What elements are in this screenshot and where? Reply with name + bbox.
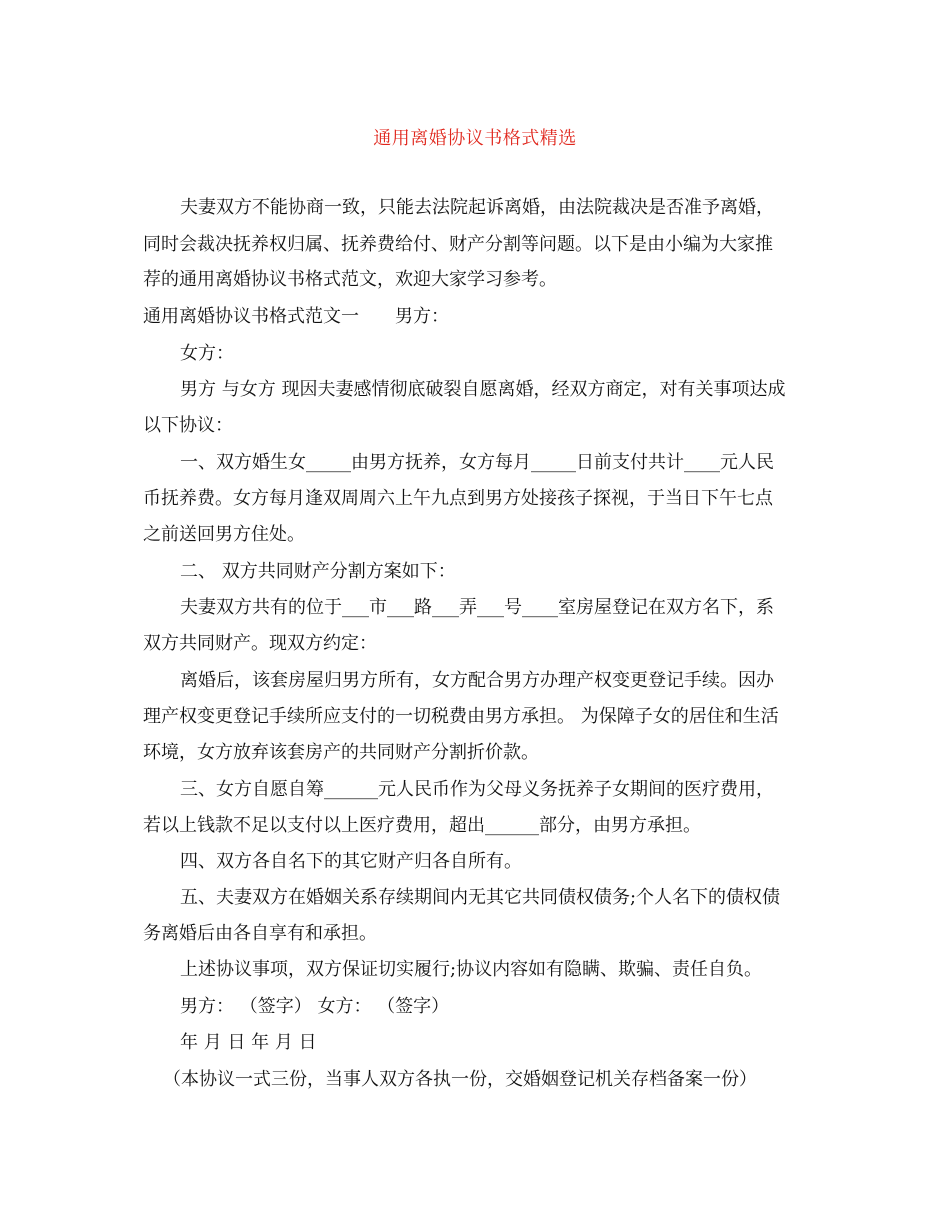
paragraph-line: 夫妻双方不能协商一致，只能去法院起诉离婚，由法院裁决是否准予离婚，: [180, 197, 774, 218]
paragraph-line: 男方 与女方 现因夫妻感情彻底破裂自愿离婚，经双方商定，对有关事项达成: [180, 379, 786, 400]
clause-line: 环境，女方放弃该套房产的共同财产分割折价款。: [143, 742, 539, 763]
paragraph-line: 荐的通用离婚协议书格式范文，欢迎大家学习参考。: [143, 269, 557, 290]
clause-line: 四、双方各自名下的其它财产归各自所有。: [180, 851, 522, 872]
paragraph-line: 以下协议：: [143, 415, 233, 436]
clause-line: 上述协议事项，双方保证切实履行;协议内容如有隐瞒、欺骗、责任自负。: [180, 959, 763, 980]
clause-line: 若以上钱款不足以支付以上医疗费用，超出______部分，由男方承担。: [143, 815, 701, 836]
clause-line: 理产权变更登记手续所应支付的一切税费由男方承担。 为保障子女的居住和生活: [143, 706, 779, 727]
clause-line: 二、 双方共同财产分割方案如下：: [180, 561, 456, 582]
clause-line: 夫妻双方共有的位于___市___路___弄___号____室房屋登记在双方名下，系: [180, 597, 774, 618]
clause-line: 务离婚后由各自享有和承担。: [143, 923, 377, 944]
paragraph-line: 女方：: [180, 343, 234, 364]
clause-line: 币抚养费。女方每月逢双周周六上午九点到男方处接孩子探视，于当日下午七点: [143, 488, 773, 509]
clause-line: 一、双方婚生女_____由男方抚养，女方每月_____日前支付共计____元人民: [180, 452, 774, 473]
paragraph-line: 同时会裁决抚养权归属、抚养费给付、财产分割等问题。以下是由小编为大家推: [143, 234, 773, 255]
clause-line: 五、夫妻双方在婚姻关系存续期间内无其它共同债权债务;个人名下的债权债: [180, 887, 781, 908]
section-heading: 通用离婚协议书格式范文一 男方：: [143, 306, 449, 327]
clause-line: 离婚后，该套房屋归男方所有，女方配合男方办理产权变更登记手续。因办: [180, 670, 774, 691]
document-title: 通用离婚协议书格式精选: [373, 128, 577, 149]
clause-line: 双方共同财产。现双方约定：: [143, 633, 377, 654]
footnote-line: （本协议一式三份，当事人双方各执一份，交婚姻登记机关存档备案一份）: [163, 1069, 757, 1090]
clause-line: 三、女方自愿自筹______元人民币作为父母义务抚养子女期间的医疗费用，: [180, 779, 774, 800]
signature-line: 男方： （签字） 女方： （签字）: [180, 996, 450, 1017]
date-line: 年 月 日 年 月 日: [180, 1032, 317, 1053]
clause-line: 之前送回男方住处。: [143, 524, 305, 545]
